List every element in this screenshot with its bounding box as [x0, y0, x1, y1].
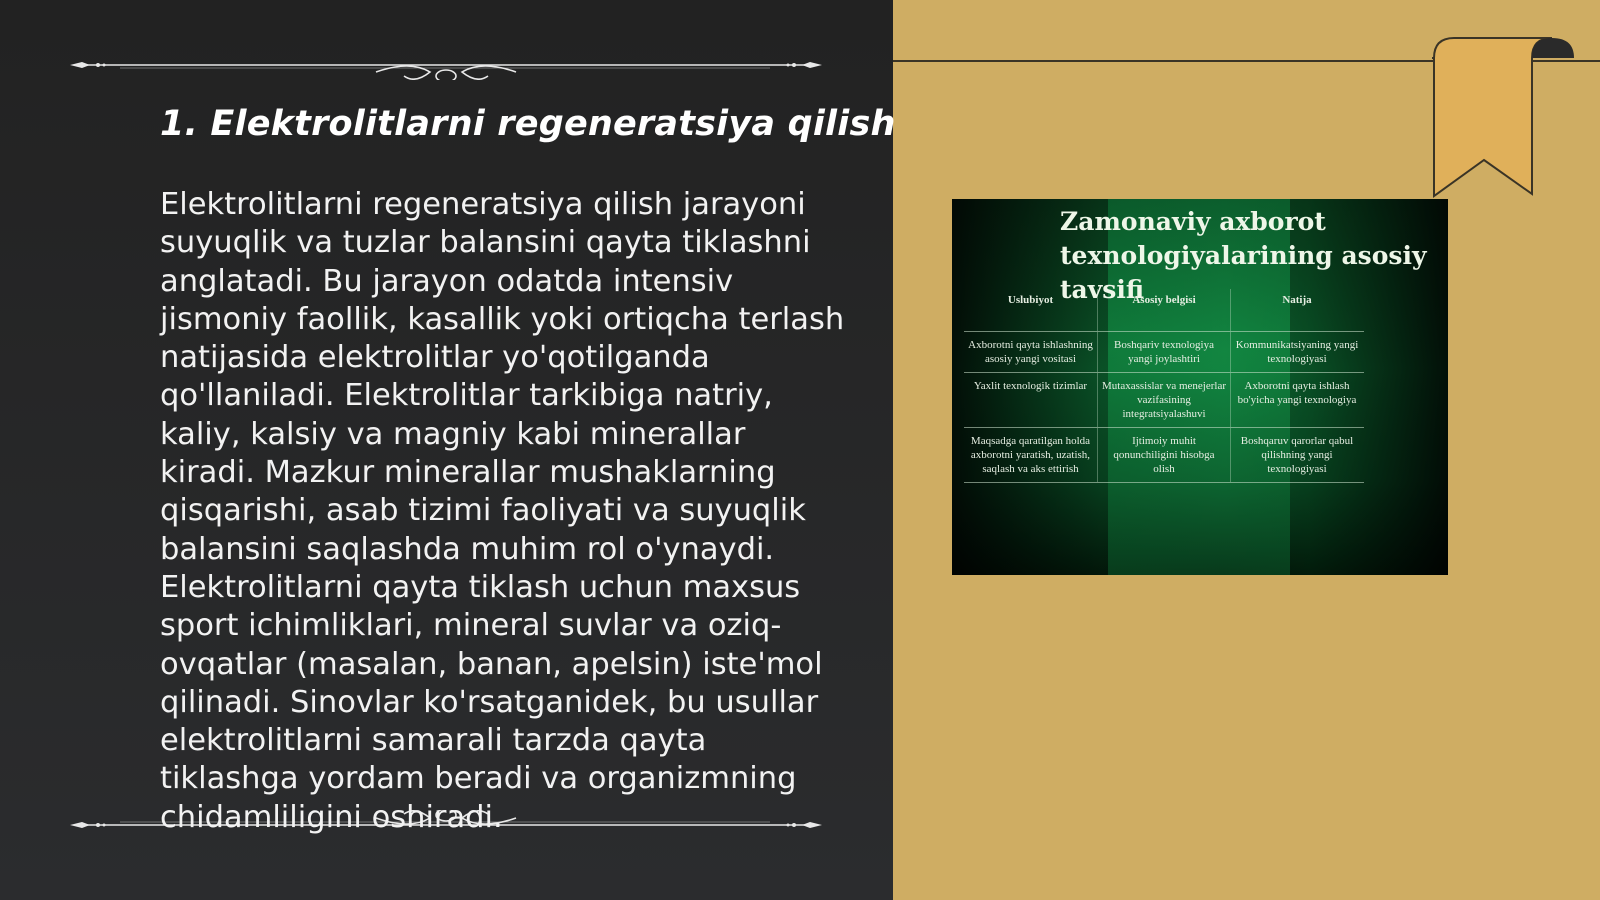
- image-table-cell: Boshqariv texnologiya yangi joylashtiri: [1097, 332, 1230, 372]
- image-table-cell: Boshqaruv qarorlar qabul qilishning yangi texnologiyasi: [1230, 428, 1363, 482]
- ornament-divider-top: [70, 50, 822, 80]
- image-table-cell: Axborotni qayta ishlash bo'yicha yangi texnologiya: [1230, 373, 1363, 427]
- image-table-row: [964, 373, 1364, 428]
- image-table-cell: Axborotni qayta ishlashning asosiy yangi vositasi: [968, 339, 1093, 365]
- slide-body-text: Elektrolitlarni regeneratsiya qilish jarayoni suyuqlik va tuzlar balansini qayta tiklashni anglatadi. Bu jarayon odatda intensiv jismoniy faollik, kasallik yoki ortiqcha terlash natijasida elektrolitlar yo'qotilganda qo'llaniladi. Elektrolitlar tarkibiga natriy, kaliy, kalsiy va magniy kabi minerallar kiradi. Mazkur minerallar mushaklarning qisqarishi, asab tizimi faoliyati va suyuqlik balansini saqlashda muhim rol o'ynaydi. Elektrolitlarni qayta tiklash uchun maxsus sport ichimliklari, mineral suvlar va oziq-ovqatlar (masalan, banan, apelsin) iste'mol qilinadi. Sinovlar ko'rsatganidek, bu usullar elektrolitlarni samarali tarzda qayta tiklashga yordam beradi va organizmning chidamliligini oshiradi.: [160, 187, 845, 835]
- image-table: [964, 289, 1364, 483]
- image-table-header: Asosiy belgisi: [1097, 289, 1230, 331]
- image-table-cell: Mutaxassislar va menejerlar vazifasining integratsiyalashuvi: [1097, 373, 1230, 427]
- image-table-row: [964, 332, 1364, 373]
- image-table-header: Uslubiyot: [1007, 294, 1054, 306]
- image-table-cell: Kommunikatsiyaning yangi texnologiyasi: [1230, 332, 1363, 372]
- image-table-header-row: [964, 289, 1364, 332]
- image-table-cell: Ijtimoiy muhit qonunchiligini hisobga olish: [1097, 428, 1230, 482]
- image-table-cell: Yaxlit texnologik tizimlar: [973, 380, 1088, 392]
- slide-title: 1. Elektrolitlarni regeneratsiya qilish: [160, 104, 896, 144]
- image-table-header: Natija: [1230, 289, 1363, 331]
- image-table-cell: Maqsadga qaratilgan holda axborotni yaratish, uzatish, saqlash va aks ettirish: [970, 435, 1091, 475]
- embedded-slide-image: [952, 199, 1448, 575]
- image-table-row: [964, 428, 1364, 483]
- image-title: Zamonaviy axborot texnologiyalarining asosiy tavsifi: [1060, 207, 1427, 304]
- bookmark-ribbon-icon: [1432, 36, 1600, 198]
